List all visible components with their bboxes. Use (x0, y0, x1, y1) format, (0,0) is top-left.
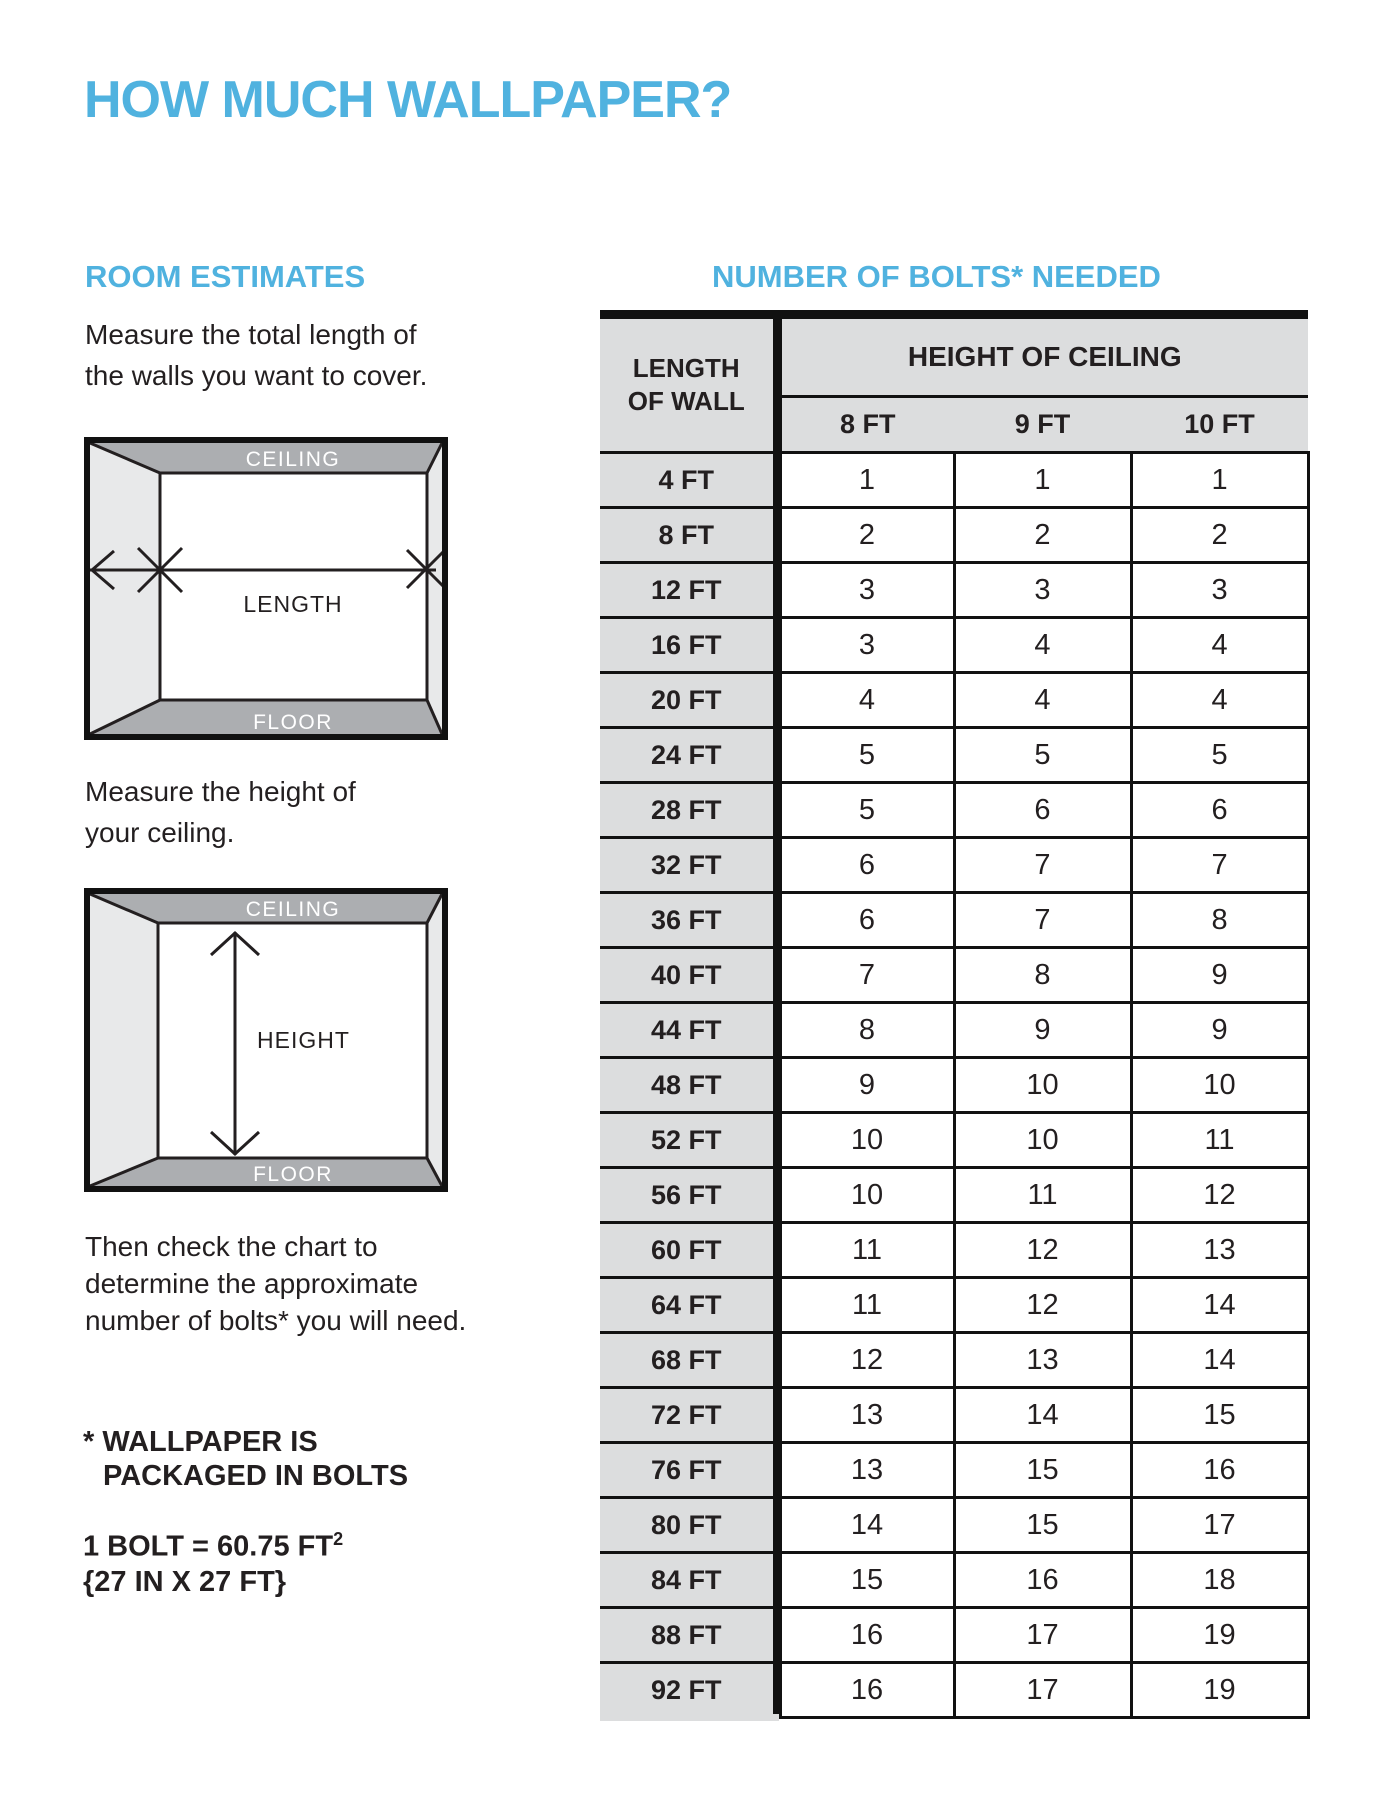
bolt-count-cell: 15 (1131, 1388, 1308, 1443)
row-label-wall-length: 52 FT (600, 1113, 777, 1168)
bolts-table-body (600, 453, 1308, 1718)
bolt-count-cell: 4 (1131, 618, 1308, 673)
bolt-count-cell: 11 (1131, 1113, 1308, 1168)
ceiling-label: CEILING (245, 448, 341, 471)
bolt-count-cell: 6 (954, 783, 1131, 838)
row-label-wall-length: 80 FT (600, 1498, 777, 1553)
page-title: HOW MUCH WALLPAPER? (84, 71, 732, 129)
floor-label: FLOOR (253, 711, 333, 734)
bolt-count-cell: 9 (1131, 948, 1308, 1003)
bolt-count-cell: 7 (954, 893, 1131, 948)
col-header-10ft: 10 FT (1131, 397, 1308, 453)
bolt-count-cell: 16 (777, 1608, 954, 1663)
bolt-count-cell: 2 (1131, 508, 1308, 563)
row-label-wall-length: 72 FT (600, 1388, 777, 1443)
bolt-count-cell: 4 (1131, 673, 1308, 728)
left-wall-face (90, 443, 160, 734)
bolt-count-cell: 13 (954, 1333, 1131, 1388)
row-label-wall-length: 8 FT (600, 508, 777, 563)
bolt-count-cell: 6 (777, 838, 954, 893)
bolt-count-cell: 15 (954, 1498, 1131, 1553)
right-wall-face (427, 443, 442, 734)
table-row (600, 1498, 1308, 1553)
bolt-count-cell: 16 (954, 1553, 1131, 1608)
bolt-count-cell: 10 (1131, 1058, 1308, 1113)
bolt-count-cell: 17 (1131, 1498, 1308, 1553)
bolt-count-cell: 10 (954, 1058, 1131, 1113)
table-row (600, 783, 1308, 838)
right-wall-face (427, 894, 442, 1186)
row-label-wall-length: 44 FT (600, 1003, 777, 1058)
table-row (600, 728, 1308, 783)
table-row (600, 1608, 1308, 1663)
length-label: LENGTH (243, 591, 343, 617)
bolt-count-cell: 3 (954, 563, 1131, 618)
bolt-equation-exponent: 2 (333, 1529, 344, 1549)
table-row (600, 1223, 1308, 1278)
bolt-count-cell: 4 (954, 618, 1131, 673)
row-label-wall-length: 68 FT (600, 1333, 777, 1388)
bolt-dimensions: {27 IN X 27 FT} (83, 1565, 287, 1598)
bolt-count-cell: 9 (1131, 1003, 1308, 1058)
bolt-count-cell: 14 (954, 1388, 1131, 1443)
ceiling-label: CEILING (245, 898, 341, 921)
bolt-count-cell: 1 (1131, 453, 1308, 508)
row-label-wall-length: 56 FT (600, 1168, 777, 1223)
bolt-count-cell: 11 (777, 1223, 954, 1278)
instruction-length-line1: Measure the total length of (85, 319, 417, 350)
row-label-wall-length: 36 FT (600, 893, 777, 948)
corner-header-line2: OF WALL (627, 386, 745, 416)
instruction-height-line1: Measure the height of (85, 776, 356, 807)
table-row (600, 563, 1308, 618)
bolt-count-cell: 2 (777, 508, 954, 563)
bolt-count-cell: 9 (777, 1058, 954, 1113)
floor-label: FLOOR (253, 1163, 333, 1186)
table-row (600, 1113, 1308, 1168)
bolt-count-cell: 12 (954, 1223, 1131, 1278)
bolt-count-cell: 14 (777, 1498, 954, 1553)
table-row (600, 1278, 1308, 1333)
row-label-wall-length: 20 FT (600, 673, 777, 728)
corner-header-line1: LENGTH (632, 353, 740, 383)
instruction-length-line2: the walls you want to cover. (85, 360, 428, 391)
row-label-wall-length: 12 FT (600, 563, 777, 618)
instruction-chart-line1: Then check the chart to (85, 1231, 378, 1262)
bolt-count-cell: 17 (954, 1608, 1131, 1663)
instruction-chart (85, 1228, 466, 1339)
row-label-wall-length: 88 FT (600, 1608, 777, 1663)
bolt-count-cell: 18 (1131, 1553, 1308, 1608)
bolt-count-cell: 4 (954, 673, 1131, 728)
bolt-count-cell: 5 (1131, 728, 1308, 783)
bolt-count-cell: 15 (777, 1553, 954, 1608)
table-row (600, 508, 1308, 563)
bolt-count-cell: 8 (777, 1003, 954, 1058)
row-label-wall-length: 64 FT (600, 1278, 777, 1333)
back-wall-face (160, 473, 427, 700)
table-row (600, 1058, 1308, 1113)
bolts-needed-heading: NUMBER OF BOLTS* NEEDED (712, 259, 1161, 294)
bolt-count-cell: 10 (777, 1168, 954, 1223)
bolt-count-cell: 7 (954, 838, 1131, 893)
height-label: HEIGHT (257, 1027, 350, 1053)
bolt-count-cell: 19 (1131, 1608, 1308, 1663)
bolt-count-cell: 17 (954, 1663, 1131, 1718)
bolt-count-cell: 8 (1131, 893, 1308, 948)
room-estimates-heading: ROOM ESTIMATES (85, 259, 366, 294)
instruction-height-line2: your ceiling. (85, 817, 235, 848)
bolt-count-cell: 3 (1131, 563, 1308, 618)
corner-header-length-of-wall (600, 315, 777, 453)
left-wall-face (90, 894, 158, 1186)
bolts-table-header (600, 315, 1308, 453)
bolt-count-cell: 15 (954, 1443, 1131, 1498)
instruction-height (85, 771, 356, 853)
instruction-length (85, 314, 427, 396)
bolt-count-cell: 1 (954, 453, 1131, 508)
table-row (600, 1443, 1308, 1498)
length-diagram (84, 437, 448, 740)
row-label-wall-length: 16 FT (600, 618, 777, 673)
bolt-count-cell: 3 (777, 563, 954, 618)
bolts-footnote (83, 1425, 408, 1493)
table-row (600, 453, 1308, 508)
col-header-9ft: 9 FT (954, 397, 1131, 453)
bolt-count-cell: 5 (954, 728, 1131, 783)
instruction-chart-line2: determine the approximate (85, 1268, 419, 1299)
bolt-count-cell: 5 (777, 728, 954, 783)
row-label-wall-length: 28 FT (600, 783, 777, 838)
col-header-8ft: 8 FT (777, 397, 954, 453)
table-row (600, 673, 1308, 728)
bolt-count-cell: 6 (777, 893, 954, 948)
bolts-table (600, 310, 1310, 1719)
bolt-count-cell: 16 (1131, 1443, 1308, 1498)
bolt-count-cell: 13 (777, 1443, 954, 1498)
bolt-count-cell: 7 (777, 948, 954, 1003)
bolt-count-cell: 10 (777, 1113, 954, 1168)
row-label-wall-length: 32 FT (600, 838, 777, 893)
row-label-wall-length: 40 FT (600, 948, 777, 1003)
row-label-wall-length: 4 FT (600, 453, 777, 508)
table-row (600, 948, 1308, 1003)
bolts-footnote-line1: * WALLPAPER IS (83, 1426, 318, 1458)
table-bottom-shadow (600, 1714, 779, 1721)
bolt-count-cell: 10 (954, 1113, 1131, 1168)
bolt-count-cell: 9 (954, 1003, 1131, 1058)
bolt-count-cell: 12 (777, 1333, 954, 1388)
instruction-chart-line3: number of bolts* you will need. (85, 1305, 467, 1336)
bolt-count-cell: 6 (1131, 783, 1308, 838)
row-label-wall-length: 48 FT (600, 1058, 777, 1113)
bolt-count-cell: 5 (777, 783, 954, 838)
bolt-count-cell: 11 (777, 1278, 954, 1333)
bolt-count-cell: 16 (777, 1663, 954, 1718)
bolt-count-cell: 7 (1131, 838, 1308, 893)
table-row (600, 1388, 1308, 1443)
group-header-height-of-ceiling: HEIGHT OF CEILING (777, 315, 1308, 397)
table-row (600, 1663, 1308, 1718)
row-label-wall-length: 24 FT (600, 728, 777, 783)
bolt-count-cell: 11 (954, 1168, 1131, 1223)
row-label-wall-length: 76 FT (600, 1443, 777, 1498)
row-label-wall-length: 92 FT (600, 1663, 777, 1718)
height-diagram (84, 888, 448, 1192)
table-row (600, 1168, 1308, 1223)
table-row (600, 618, 1308, 673)
bolt-count-cell: 1 (777, 453, 954, 508)
table-row (600, 1003, 1308, 1058)
bolt-count-cell: 12 (954, 1278, 1131, 1333)
table-row (600, 1333, 1308, 1388)
bolt-count-cell: 14 (1131, 1333, 1308, 1388)
table-row (600, 893, 1308, 948)
bolt-count-cell: 13 (1131, 1223, 1308, 1278)
bolt-equation: 1 BOLT = 60.75 $FT^2$ (83, 1529, 344, 1563)
bolt-count-cell: 13 (777, 1388, 954, 1443)
row-label-wall-length: 60 FT (600, 1223, 777, 1278)
bolt-count-cell: 12 (1131, 1168, 1308, 1223)
bolt-count-cell: 4 (777, 673, 954, 728)
bolt-count-cell: 2 (954, 508, 1131, 563)
bolt-count-cell: 14 (1131, 1278, 1308, 1333)
bolt-count-cell: 8 (954, 948, 1131, 1003)
table-row (600, 1553, 1308, 1608)
bolt-size-info (83, 1522, 343, 1600)
bolt-count-cell: 3 (777, 618, 954, 673)
bolts-footnote-line2: PACKAGED IN BOLTS (103, 1460, 409, 1492)
bolt-count-cell: 19 (1131, 1663, 1308, 1718)
row-label-wall-length: 84 FT (600, 1553, 777, 1608)
table-row (600, 838, 1308, 893)
